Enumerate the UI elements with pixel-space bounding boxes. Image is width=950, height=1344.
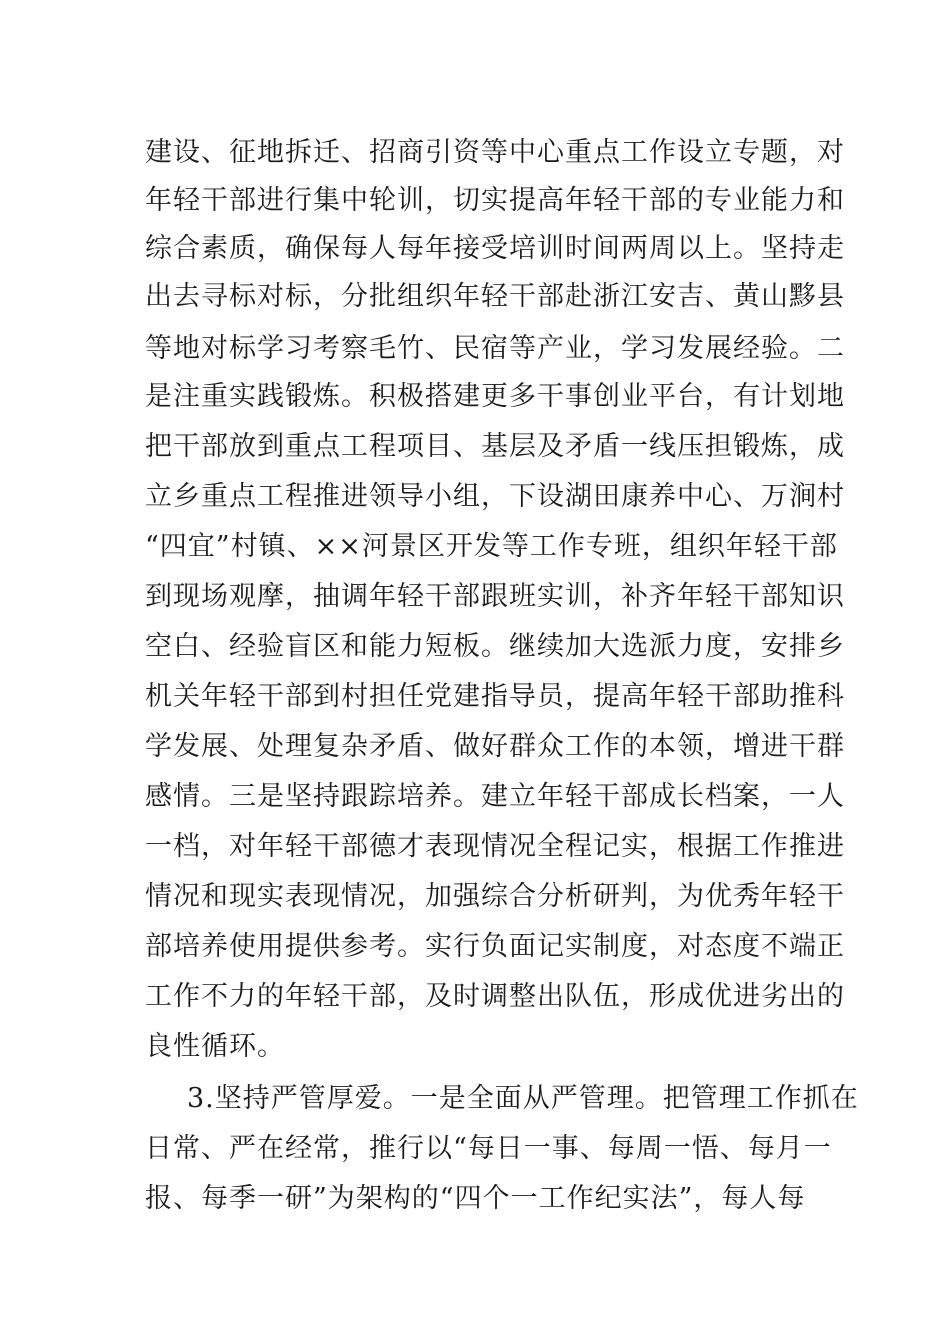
- text-line: 情况和现实表现情况，加强综合分析研判，为优秀年轻干: [145, 881, 845, 912]
- text-line: 部培养使用提供参考。实行负面记实制度，对态度不端正: [145, 931, 845, 962]
- text-line: 空白、经验盲区和能力短板。继续加大选派力度，安排乡: [145, 631, 845, 662]
- text-line: 良性循环。: [145, 1031, 285, 1062]
- text-line: 报、每季一研”为架构的“四个一工作纪实法”，每人每: [145, 1183, 806, 1214]
- text-line: “四宜”村镇、××河景区开发等工作专班，组织年轻干部: [145, 531, 838, 562]
- text-line: 建设、征地拆迁、招商引资等中心重点工作设立专题，对: [145, 137, 845, 168]
- text-line: 学发展、处理复杂矛盾、做好群众工作的本领，增进干群: [145, 731, 845, 762]
- text-line: 年轻干部进行集中轮训，切实提高年轻干部的专业能力和: [145, 185, 845, 216]
- text-line: 日常、严在经常，推行以“每日一事、每周一悟、每月一: [145, 1133, 832, 1164]
- text-line: 感情。三是坚持跟踪培养。建立年轻干部成长档案，一人: [145, 781, 845, 812]
- text-line: 把干部放到重点工程项目、基层及矛盾一线压担锻炼，成: [145, 431, 845, 462]
- text-line: 机关年轻干部到村担任党建指导员，提高年轻干部助推科: [145, 681, 845, 712]
- text-line: 是注重实践锻炼。积极搭建更多干事创业平台，有计划地: [145, 381, 845, 412]
- text-line: 工作不力的年轻干部，及时调整出队伍，形成优进劣出的: [145, 981, 845, 1012]
- text-line: 到现场观摩，抽调年轻干部跟班实训，补齐年轻干部知识: [145, 581, 845, 612]
- text-line: 等地对标学习考察毛竹、民宿等产业，学习发展经验。二: [145, 333, 845, 364]
- text-line: 立乡重点工程推进领导小组，下设湖田康养中心、万涧村: [145, 481, 845, 512]
- text-line: 出去寻标对标，分批组织年轻干部赴浙江安吉、黄山黟县: [145, 281, 845, 312]
- text-line: 综合素质，确保每人每年接受培训时间两周以上。坚持走: [145, 233, 845, 264]
- text-line: 一档，对年轻干部德才表现情况全程记实，根据工作推进: [145, 831, 845, 862]
- text-line: 3.坚持严管厚爱。一是全面从严管理。把管理工作抓在: [187, 1083, 859, 1114]
